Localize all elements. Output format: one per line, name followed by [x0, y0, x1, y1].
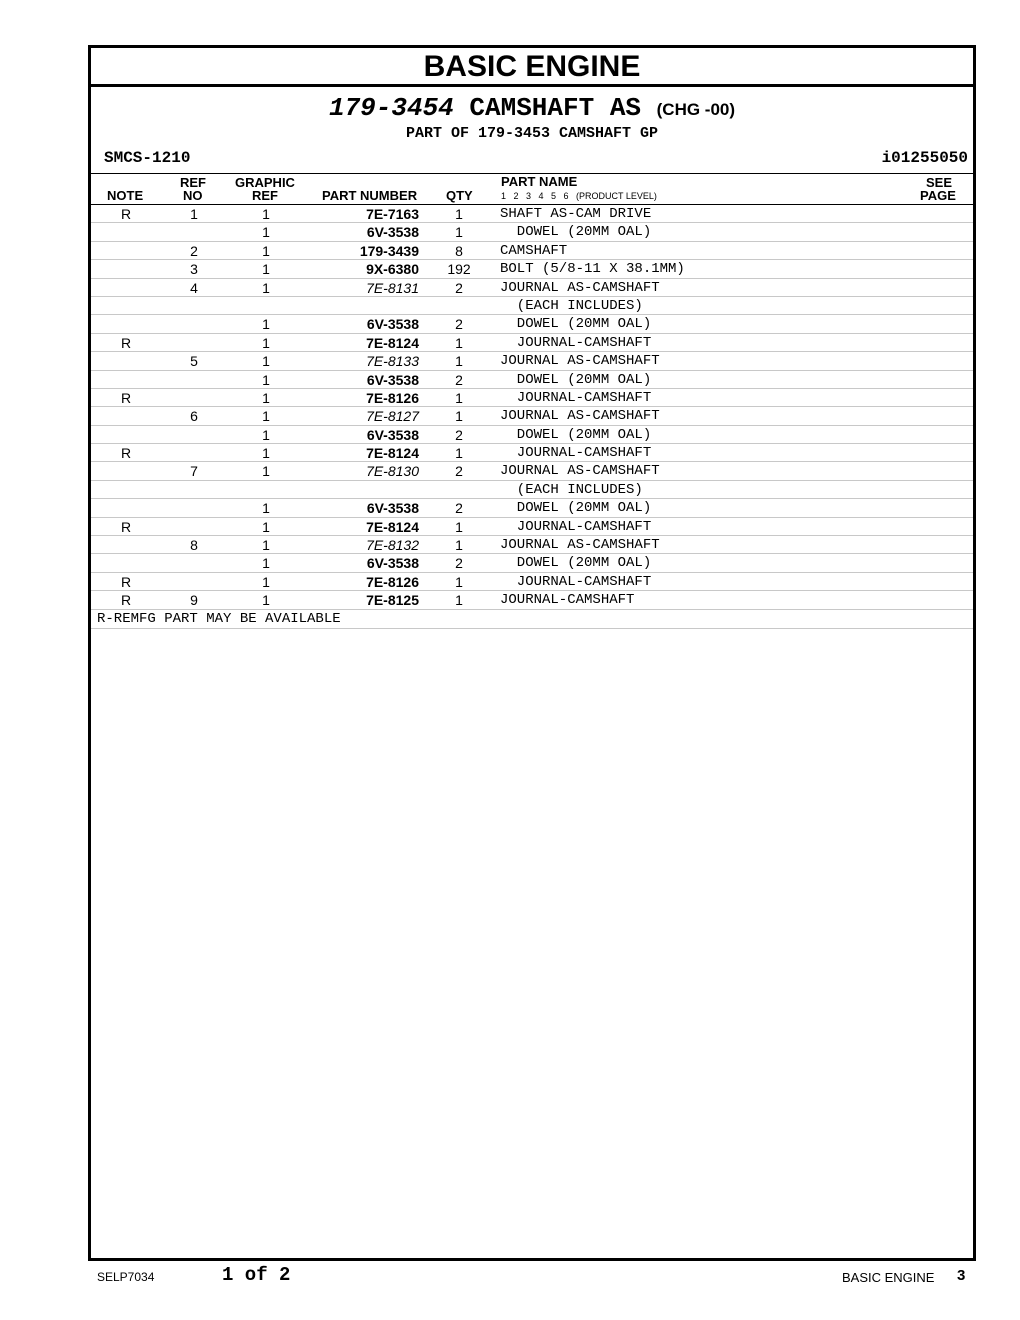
part-name-cell: CAMSHAFT [500, 242, 568, 259]
part-name-cell: (EACH INCLUDES) [500, 297, 643, 314]
part-number-cell: 7E-8126 [366, 389, 419, 406]
table-row [91, 518, 973, 536]
table-row [91, 444, 973, 462]
graphic-ref-cell: 1 [262, 555, 270, 572]
qty-cell: 1 [455, 408, 463, 425]
note-cell: R [120, 573, 132, 590]
table-row [91, 407, 973, 425]
part-name-cell: BOLT (5/8-11 X 38.1MM) [500, 261, 685, 278]
table-row [91, 371, 973, 389]
graphic-ref-cell: 1 [262, 426, 270, 443]
part-name-cell: SHAFT AS-CAM DRIVE [500, 206, 652, 222]
ref-no-cell: 2 [190, 242, 198, 259]
table-row [91, 481, 973, 499]
part-number-cell: 7E-8124 [366, 334, 419, 351]
page-frame [88, 45, 976, 1261]
qty-cell: 1 [455, 353, 463, 370]
graphic-ref-cell: 1 [262, 206, 270, 222]
part-heading [91, 87, 973, 149]
part-name-cell: JOURNAL AS-CAMSHAFT [500, 353, 660, 370]
part-name-cell: JOURNAL AS-CAMSHAFT [500, 537, 660, 554]
footer-page-number: 3 [957, 1267, 966, 1284]
footnote-row [91, 610, 973, 629]
qty-cell: 2 [455, 500, 463, 517]
illustration-id: i01255050 [881, 149, 968, 167]
part-name-cell: DOWEL (20MM OAL) [500, 555, 652, 572]
part-number-cell: 7E-8133 [366, 353, 419, 370]
header-see-line2: PAGE [920, 188, 956, 203]
ref-no-cell: 9 [190, 592, 198, 609]
meta-row [91, 149, 973, 173]
part-name-cell: JOURNAL-CAMSHAFT [500, 518, 652, 535]
part-number-cell: 7E-8124 [366, 445, 419, 462]
part-name-cell: JOURNAL-CAMSHAFT [500, 334, 652, 351]
table-row [91, 334, 973, 352]
part-name-cell: JOURNAL-CAMSHAFT [500, 445, 652, 462]
part-number-cell: 7E-8126 [366, 573, 419, 590]
table-header [91, 173, 973, 205]
part-name-cell: JOURNAL-CAMSHAFT [500, 573, 652, 590]
part-number-cell: 7E-8131 [366, 279, 419, 296]
note-cell: R [120, 389, 132, 406]
part-number-cell: 6V-3538 [366, 555, 419, 572]
table-row [91, 205, 973, 223]
header-part-name: PART NAME [501, 174, 578, 189]
table-row [91, 462, 973, 480]
table-row [91, 426, 973, 444]
header-graphic-line1: GRAPHIC [235, 175, 295, 190]
part-name-cell: JOURNAL AS-CAMSHAFT [500, 279, 660, 296]
graphic-ref-cell: 1 [262, 408, 270, 425]
part-number-cell: 9X-6380 [366, 261, 419, 278]
footer-section: BASIC ENGINE [842, 1270, 935, 1285]
graphic-ref-cell: 1 [262, 353, 270, 370]
qty-cell: 1 [455, 537, 463, 554]
part-number-cell: 7E-8132 [366, 537, 419, 554]
header-qty: QTY [446, 188, 473, 203]
graphic-ref-cell: 1 [262, 261, 270, 278]
part-name-cell: DOWEL (20MM OAL) [500, 500, 652, 517]
qty-cell: 2 [455, 371, 463, 388]
qty-cell: 1 [455, 573, 463, 590]
header-part-number: PART NUMBER [322, 188, 418, 203]
qty-cell: 1 [455, 224, 463, 241]
part-name-cell: DOWEL (20MM OAL) [500, 316, 652, 333]
graphic-ref-cell: 1 [262, 463, 270, 480]
remfg-footnote: R-REMFG PART MAY BE AVAILABLE [97, 610, 341, 627]
table-row [91, 591, 973, 609]
header-ref-line2: NO [183, 188, 203, 203]
table-row [91, 536, 973, 554]
table-row [91, 297, 973, 315]
graphic-ref-cell: 1 [262, 518, 270, 535]
qty-cell: 1 [455, 389, 463, 406]
qty-cell: 1 [455, 334, 463, 351]
ref-no-cell: 3 [190, 261, 198, 278]
part-number-cell: 7E-8130 [366, 463, 419, 480]
qty-cell: 2 [455, 555, 463, 572]
ref-no-cell: 5 [190, 353, 198, 370]
qty-cell: 1 [455, 206, 463, 222]
graphic-ref-cell: 1 [262, 500, 270, 517]
graphic-ref-cell: 1 [262, 316, 270, 333]
graphic-ref-cell: 1 [262, 279, 270, 296]
note-cell: R [120, 518, 132, 535]
ref-no-cell: 7 [190, 463, 198, 480]
part-number-cell: 7E-8127 [366, 408, 419, 425]
table-row [91, 242, 973, 260]
part-name-cell: DOWEL (20MM OAL) [500, 426, 652, 443]
part-name-cell: JOURNAL AS-CAMSHAFT [500, 408, 660, 425]
qty-cell: 1 [455, 445, 463, 462]
qty-cell: 8 [455, 242, 463, 259]
table-row [91, 223, 973, 241]
header-graphic-line2: REF [252, 188, 278, 203]
graphic-ref-cell: 1 [262, 537, 270, 554]
table-row [91, 554, 973, 572]
part-number-cell: 7E-7163 [366, 206, 419, 222]
part-name-cell: JOURNAL-CAMSHAFT [500, 592, 635, 609]
table-row [91, 389, 973, 407]
header-product-level: 1 2 3 4 5 6 (PRODUCT LEVEL) [501, 191, 657, 201]
part-number-cell: 7E-8124 [366, 518, 419, 535]
table-row [91, 499, 973, 517]
part-name-cell: JOURNAL AS-CAMSHAFT [500, 463, 660, 480]
assembly-part-number: 179-3454 [328, 93, 454, 123]
part-number-cell: 7E-8125 [366, 592, 419, 609]
part-number-cell: 6V-3538 [366, 371, 419, 388]
parts-list [91, 205, 973, 610]
smcs-code: SMCS-1210 [104, 149, 191, 167]
graphic-ref-cell: 1 [262, 573, 270, 590]
qty-cell: 1 [455, 592, 463, 609]
table-row [91, 573, 973, 591]
graphic-ref-cell: 1 [262, 334, 270, 351]
header-see-line1: SEE [926, 175, 953, 190]
header-ref-line1: REF [180, 175, 206, 190]
table-row [91, 260, 973, 278]
qty-cell: 192 [447, 261, 471, 278]
note-cell: R [120, 334, 132, 351]
part-name-cell: DOWEL (20MM OAL) [500, 224, 652, 241]
part-number-cell: 6V-3538 [366, 500, 419, 517]
graphic-ref-cell: 1 [262, 445, 270, 462]
part-number-cell: 6V-3538 [366, 224, 419, 241]
part-title [91, 87, 973, 125]
footer-page-of: 1 of 2 [222, 1264, 291, 1286]
qty-cell: 2 [455, 279, 463, 296]
part-number-cell: 6V-3538 [366, 316, 419, 333]
note-cell: R [120, 445, 132, 462]
qty-cell: 1 [455, 518, 463, 535]
graphic-ref-cell: 1 [262, 389, 270, 406]
part-number-cell: 179-3439 [359, 242, 419, 259]
part-name-cell: JOURNAL-CAMSHAFT [500, 389, 652, 406]
ref-no-cell: 8 [190, 537, 198, 554]
qty-cell: 2 [455, 426, 463, 443]
table-row [91, 315, 973, 333]
header-note: NOTE [107, 188, 144, 203]
page-footer [0, 1262, 1020, 1292]
section-title: BASIC ENGINE [91, 48, 973, 87]
part-of-line: PART OF 179-3453 CAMSHAFT GP [405, 125, 659, 142]
graphic-ref-cell: 1 [262, 224, 270, 241]
assembly-part-name: CAMSHAFT AS [469, 93, 642, 123]
graphic-ref-cell: 1 [262, 242, 270, 259]
part-name-cell: DOWEL (20MM OAL) [500, 371, 652, 388]
ref-no-cell: 6 [190, 408, 198, 425]
ref-no-cell: 4 [190, 279, 198, 296]
graphic-ref-cell: 1 [262, 592, 270, 609]
graphic-ref-cell: 1 [262, 371, 270, 388]
change-level: (CHG -00) [656, 100, 736, 119]
ref-no-cell: 1 [190, 206, 198, 222]
qty-cell: 2 [455, 316, 463, 333]
note-cell: R [120, 592, 132, 609]
table-row [91, 352, 973, 370]
part-name-cell: (EACH INCLUDES) [500, 481, 643, 498]
table-row [91, 279, 973, 297]
note-cell: R [120, 206, 132, 222]
footer-doc-id: SELP7034 [97, 1270, 155, 1284]
part-number-cell: 6V-3538 [366, 426, 419, 443]
qty-cell: 2 [455, 463, 463, 480]
